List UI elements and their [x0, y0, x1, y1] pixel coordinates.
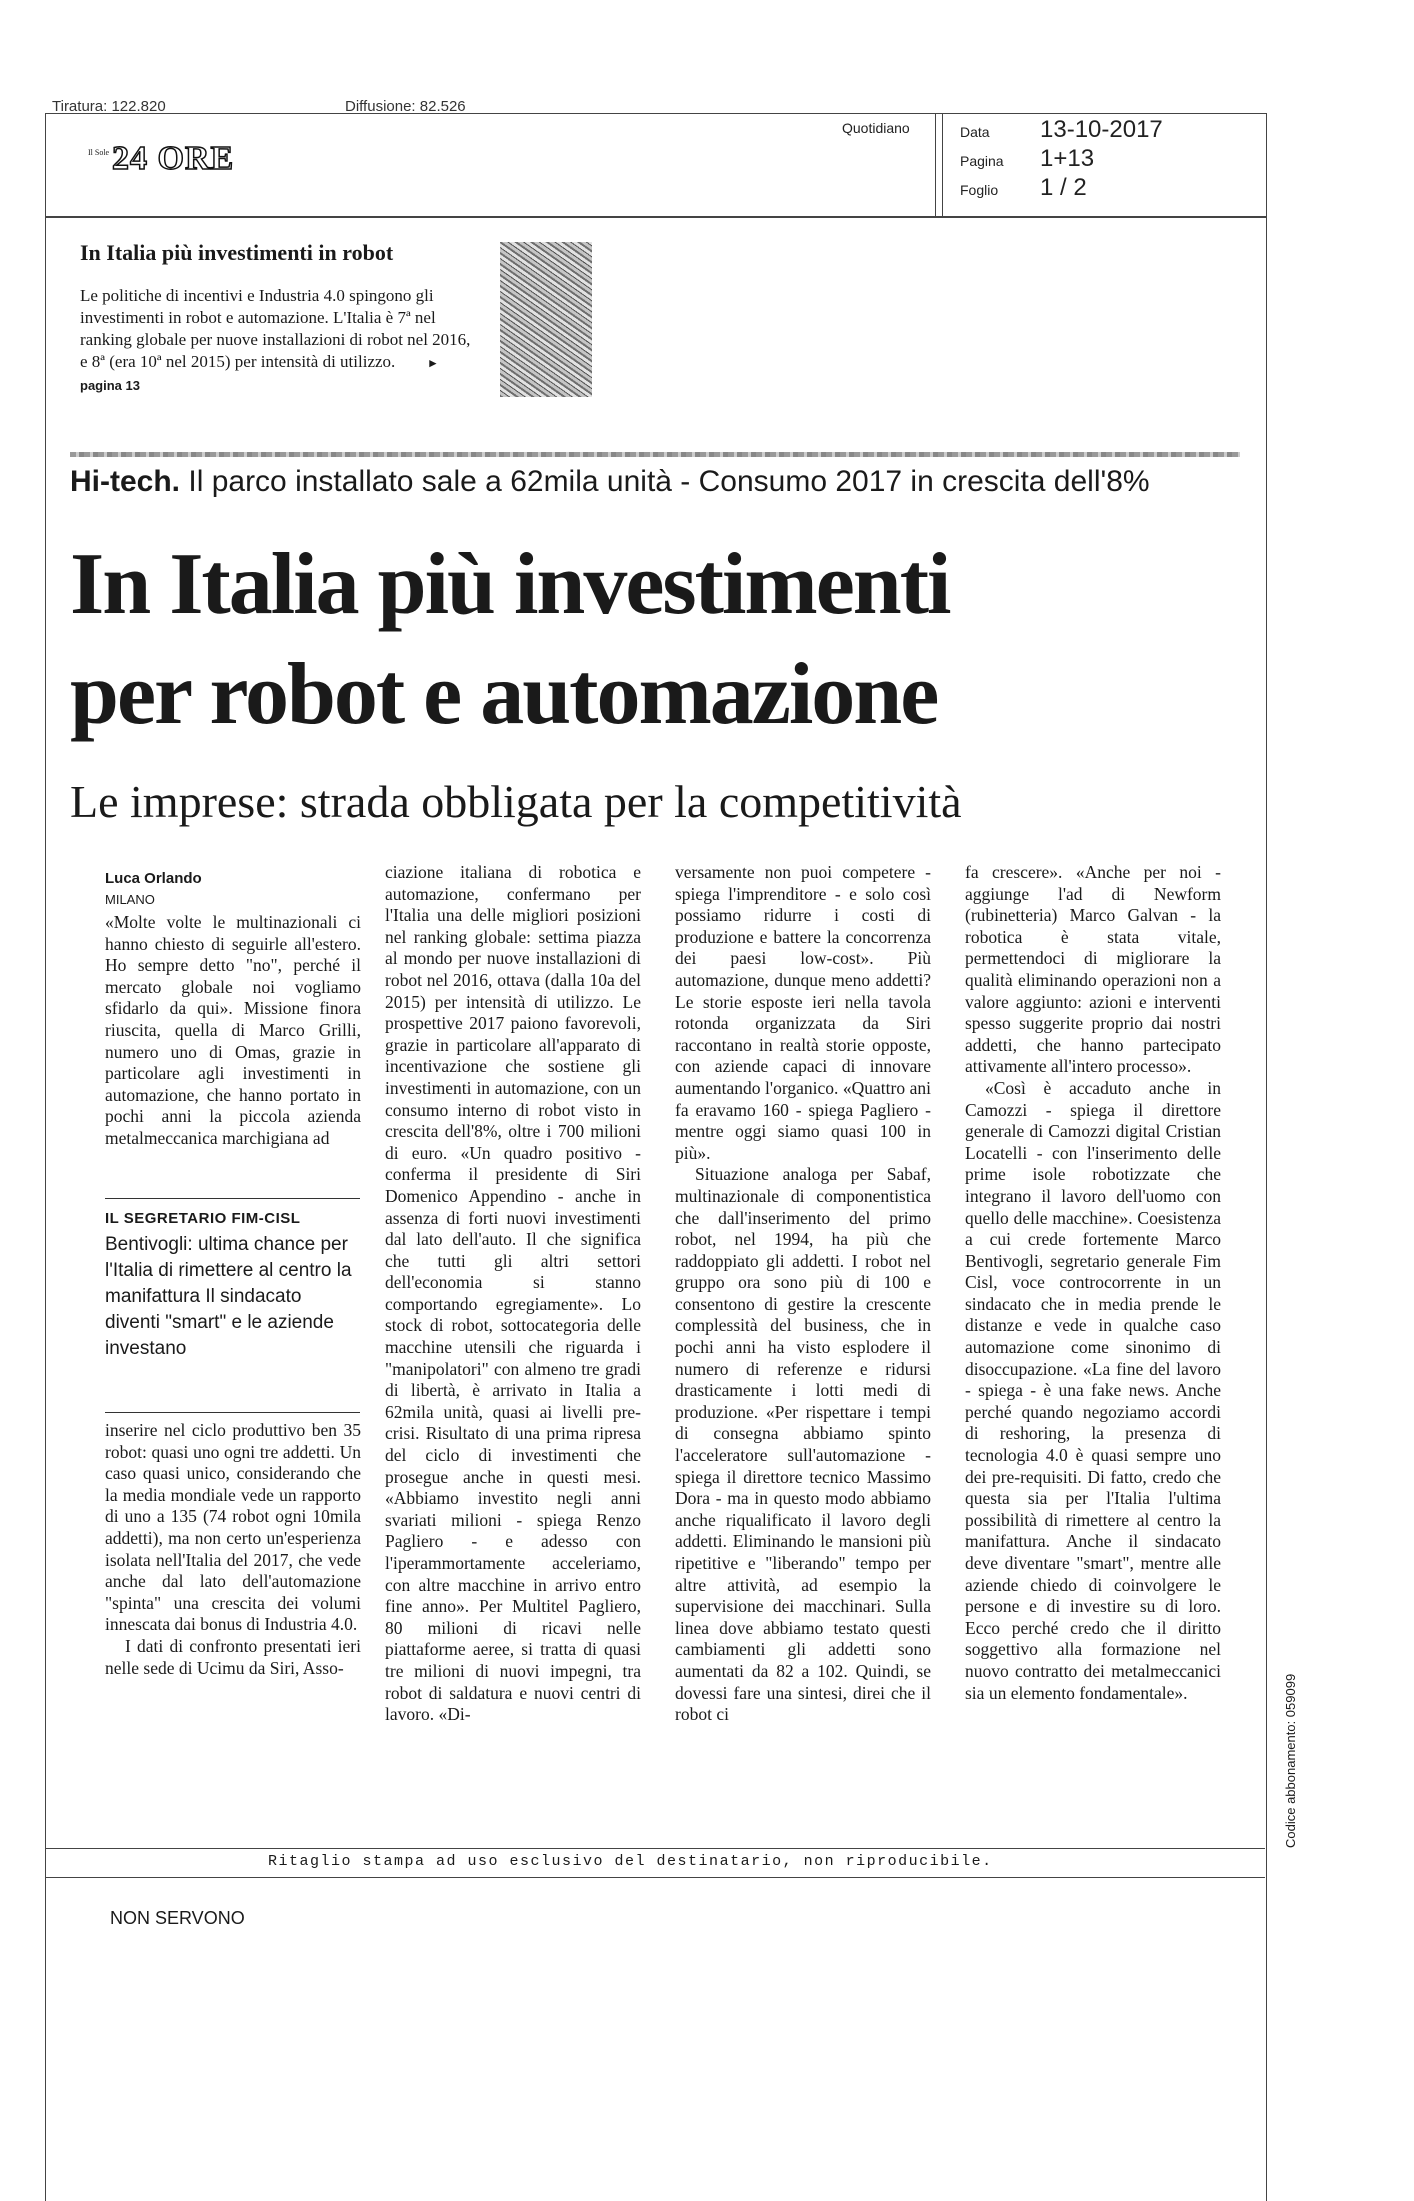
author: Luca Orlando — [105, 870, 202, 887]
quotidiano-label: Quotidiano — [842, 120, 910, 136]
foglio-label: Foglio — [960, 182, 999, 198]
subscription-code: Codice abbonamento: 059099 — [1283, 1673, 1298, 1848]
side-box-rule-bottom — [105, 1412, 360, 1413]
teaser-page-ref: ▸ pagina 13 — [80, 355, 437, 393]
kicker-text: Il parco installato sale a 62mila unità - Consumo 2017 in crescita dell'8% — [188, 465, 1150, 498]
section-rule — [70, 452, 1240, 457]
teaser-title: In Italia più investimenti in robot — [80, 240, 394, 265]
data-value: 13-10-2017 — [1040, 116, 1163, 143]
foglio-value: 1 / 2 — [1040, 174, 1087, 201]
side-box-text: Bentivogli: ultima chance per l'Italia di rimettere al centro la manifattura Il sindacato diventi "smart" e le aziende investano — [105, 1234, 352, 1359]
teaser-text: Le politiche di incentivi e Industria 4.0 spingono gli investimenti in robot e automazione. L'Italia è 7ª nel ranking globale per nuove installazioni di robot nel 2016, e 8ª (era 10ª nel 2015) per intensità di utilizzo. — [80, 286, 471, 371]
tiratura: Tiratura: 122.820 — [52, 98, 166, 115]
footer-notice: Ritaglio stampa ad uso esclusivo del destinatario, non riproducibile. — [268, 1853, 993, 1870]
col2-para: ciazione italiana di robotica e automazione, confermano per l'Italia una delle migliori posizioni nel ranking globale: settima piazza al mondo per nuove installazioni di robot nel 2016, ottava (dalla 10a del 2015) per intensità di utilizzo. Le prospettive 2017 paiono favorevoli, grazie in particolare all'apparato di incentivazione che sostiene gli investimenti in automazione, con un consumo interno di robot visto in crescita dell'8%, oltre i 700 milioni di euro. «Un quadro positivo - conferma il presidente di Siri Domenico Appendino - anche in assenza di forti nuovi investimenti dal lato dell'auto. Il che significa che tutti gli altri settori dell'economia si stanno comportando egregiamente». Lo stock di robot, sottocategoria delle macchine utensili che riguarda i "manipolatori" con almeno tre gradi di libertà, è arrivato in Italia a 62mila unità, quasi ai livelli pre-crisi. Risultato di una prima ripresa del ciclo di investimenti che prosegue anche in questi mesi. «Abbiamo investito negli anni svariati milioni - spiega Renzo Pagliero - e adesso con l'iperammortamente acceleriamo, con altre macchine in arrivo entro fine anno». Per Multitel Pagliero, 80 milioni di ricavi nelle piattaforme aeree, si tratta di quasi tre milioni di nuovi impegni, tra robot di saldatura e nuovi centri di lavoro. «Di- — [385, 862, 641, 1725]
header-divider-2 — [942, 113, 943, 216]
side-box-title: IL SEGRETARIO FIM-CISL — [105, 1210, 301, 1227]
column-1b — [105, 1420, 361, 1679]
place: MILANO — [105, 892, 155, 907]
subhead: Le imprese: strada obbligata per la competitività — [70, 776, 962, 827]
stamp-text: NON SERVONO — [110, 1908, 245, 1928]
data-label: Data — [960, 124, 990, 140]
headline-line-1: In Italia più investimenti — [70, 536, 950, 633]
headline — [70, 530, 949, 750]
diffusione: Diffusione: 82.526 — [345, 98, 466, 115]
col1-para-c: I dati di confronto presentati ieri nelle sede di Ucimu da Siri, Asso- — [105, 1635, 361, 1678]
col1-para-b: inserire nel ciclo produttivo ben 35 robot: quasi uno ogni tre addetti. Un caso quasi unico, considerando che la media mondiale vede un rapporto di uno a 135 (74 robot ogni 10mila addetti), ma non certo un'esperienza isolata nell'Italia del 2017, che vede anche dal lato dell'automazione "spinta" una crescita dei volumi innescata dai bonus di Industria 4.0. — [105, 1420, 361, 1635]
col4-para-b: «Così è accaduto anche in Camozzi - spiega il direttore generale di Camozzi digital Cristian Locatelli - con l'inserimento delle prime isole robotizzate che integrano il lavoro dell'uomo con quello delle macchine». Coesistenza a cui crede fortemente Marco Bentivogli, segretario generale Fim Cisl, voce controcorrente in un sindacato che in media prende le distanze e vede in qualche caso automazione come sinonimo di disoccupazione. «La fine del lavoro - spiega - è una fake news. Anche perché quando negoziamo accordi di reshoring, la presenza di tecnologia 4.0 è quasi sempre uno dei pre-requisiti. Di fatto, credo che questa sia per l'Italia l'ultima possibilità di rimettere al centro la manifattura. Anche il sindacato deve diventare "smart", mentre alle aziende chiedo di coinvolgere le persone e di investire su di loro. Ecco perché credo che il diritto soggettivo alla formazione nel nuovo contratto dei metalmeccanici sia un elemento fondamentale». — [965, 1077, 1221, 1703]
side-box-rule-top — [105, 1198, 360, 1199]
col3-para-a: versamente non puoi competere - spiega l'imprenditore - e solo così possiamo ridurre i costi di produzione e battere la concorrenza dei paesi low-cost». Più automazione, dunque meno addetti? Le storie esposte ieri nella tavola rotonda organizzata da Siri raccontano in realtà storie opposte, con aziende capaci di innovare aumentando l'organico. «Quattro ani fa eravamo 160 - spiega Pagliero - mentre oggi siamo quasi 100 in più». — [675, 862, 931, 1163]
teaser-body — [80, 285, 480, 397]
teaser-photo — [500, 242, 592, 397]
pagina-value: 1+13 — [1040, 145, 1095, 172]
column-4 — [965, 862, 1221, 1704]
header-divider — [935, 113, 936, 216]
kicker — [70, 465, 1150, 499]
col3-para-b: Situazione analoga per Sabaf, multinazionale di componentistica che dall'inserimento del primo robot, nel 1994, ha più che raddoppiato gli addetti. I robot nel gruppo ora sono più di 100 e consentono di gestire la crescente complessità del business, che in pochi anni ha visto esplodere il numero di referenze e ridursi drasticamente i lotti medi di produzione. «Per rispettare i tempi di consegna abbiamo spinto l'acceleratore sull'automazione - spiega il direttore tecnico Massimo Dora - ma in questo modo abbiamo anche riqualificato il lavoro degli addetti. Eliminando le mansioni più ripetitive e "liberando" tempo per altre attività, ad esempio la supervisione dei macchinari. Sulla linea dove abbiamo testato questi cambiamenti gli addetti sono aumentati da 82 a 102. Quindi, se dovessi fare una sintesi, direi che il robot ci — [675, 1164, 931, 1725]
col4-para-a: fa crescere». «Anche per noi - aggiunge l'ad di Newform (rubinetteria) Marco Galvan - la robotica è stata vitale, permettendoci di migliorare la qualità eliminando operazioni non a valore aggiunto: azioni e interventi spesso suggerite proprio dai nostri addetti, che hanno partecipato attivamente all'intero processo». — [965, 862, 1221, 1077]
pagina-label: Pagina — [960, 153, 1004, 169]
headline-line-2: per robot e automazione — [70, 646, 938, 743]
column-1a — [105, 912, 361, 1150]
kicker-label: Hi-tech. — [70, 465, 181, 498]
column-2 — [385, 862, 641, 1726]
brand-logo: 24 ORE — [112, 140, 235, 177]
col1-para-a: «Molte volte le multinazionali ci hanno chiesto di seguirle all'estero. Ho sempre detto "no", perché il mercato globale noi vogliamo sfidarlo da qui». Missione finora riuscita, quella di Marco Grilli, numero uno di Omas, grazie in particolare agli investimenti in automazione, che hanno portato in pochi anni la piccola azienda metalmeccanica marchigiana ad — [105, 912, 361, 1148]
column-3 — [675, 862, 931, 1726]
brand-small: Il Sole — [88, 148, 110, 157]
